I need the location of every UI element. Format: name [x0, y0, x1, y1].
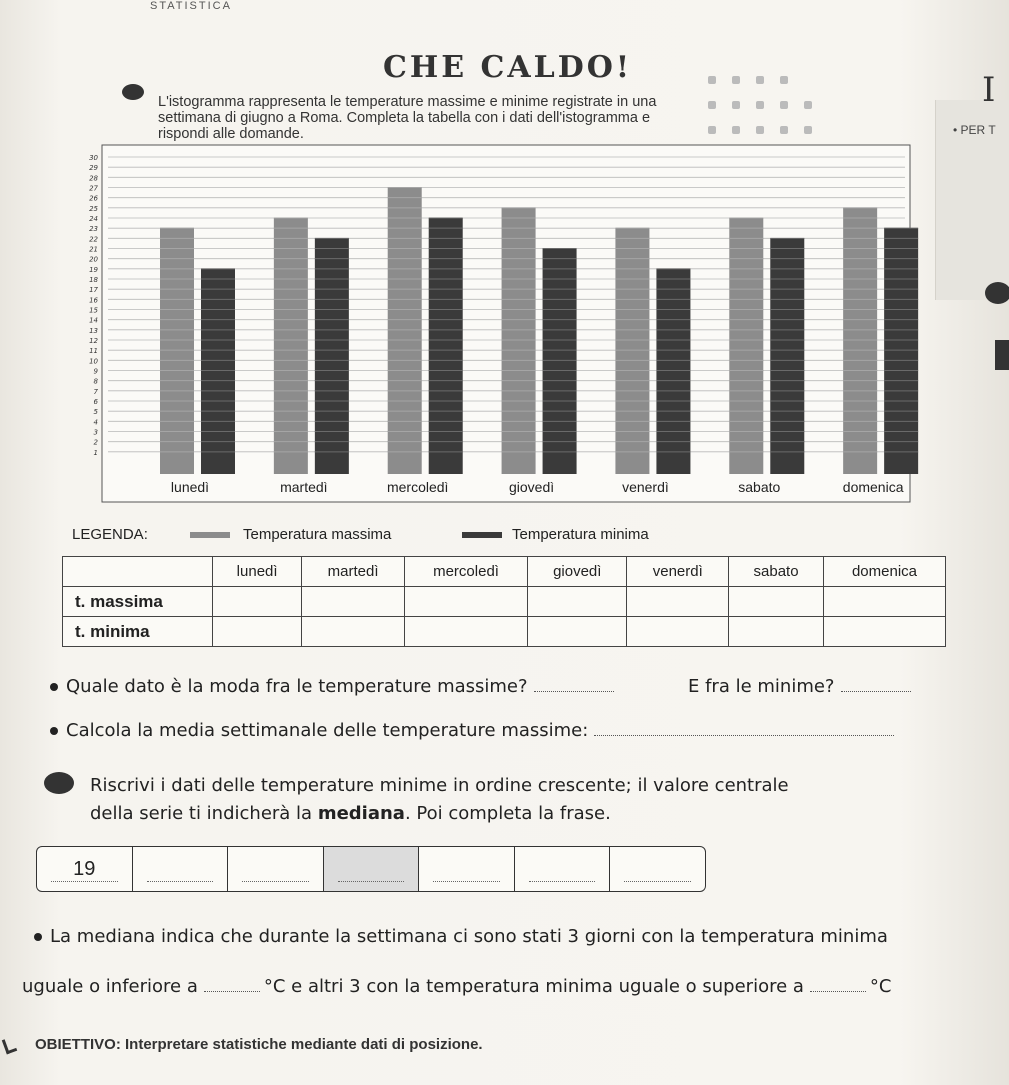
sentence-line2: uguale o inferiore a °C e altri 3 con la temperatura minima uguale o superiore a °C	[22, 976, 892, 997]
question-moda-minime: E fra le minime?	[688, 676, 911, 697]
y-tick-label: 18	[89, 276, 98, 284]
x-category-label: giovedì	[508, 479, 555, 495]
bar-max	[160, 228, 194, 474]
side-note: • PER T	[953, 123, 996, 137]
y-tick-label: 29	[89, 164, 98, 173]
bullet-dot-icon	[50, 683, 58, 691]
bar-max	[502, 208, 536, 474]
y-tick-label: 16	[89, 296, 98, 305]
y-tick-label: 19	[89, 265, 98, 274]
bar-min	[315, 238, 349, 474]
table-cell-input[interactable]	[528, 587, 627, 617]
sequence-cell[interactable]	[419, 847, 515, 891]
y-tick-label: 1	[93, 448, 98, 457]
histogram-chart	[0, 140, 940, 510]
y-tick-label: 24	[89, 215, 98, 223]
y-tick-label: 4	[93, 418, 98, 427]
legend-swatch-max	[190, 532, 230, 538]
bar-min	[884, 228, 918, 474]
y-tick-label: 17	[89, 286, 98, 295]
table-header: lunedì	[213, 557, 302, 587]
sequence-cell[interactable]: 19	[37, 847, 133, 891]
table-cell-input[interactable]	[823, 587, 945, 617]
y-tick-label: 11	[89, 347, 98, 356]
legend-label-max: Temperatura massima	[243, 526, 392, 543]
bullet-dot-icon	[34, 933, 42, 941]
table-cell-input[interactable]	[729, 587, 824, 617]
y-tick-label: 22	[89, 235, 98, 244]
answer-blank[interactable]	[204, 991, 260, 992]
bullet-dot-icon	[50, 727, 58, 735]
bar-max	[843, 208, 877, 474]
table-header: venerdì	[627, 557, 729, 587]
table-row	[63, 587, 946, 617]
table-cell-input[interactable]	[627, 587, 729, 617]
table-cell-input[interactable]	[302, 587, 405, 617]
y-tick-label: 25	[89, 204, 98, 213]
x-category-label: venerdì	[622, 479, 669, 495]
table-corner	[63, 557, 213, 587]
y-axis-ticks	[89, 154, 98, 457]
bullet-icon	[122, 84, 144, 100]
y-tick-label: 9	[93, 367, 98, 376]
ordered-sequence	[36, 846, 706, 892]
bar-max	[729, 218, 763, 474]
y-tick-label: 3	[93, 428, 98, 437]
y-tick-label: 26	[89, 194, 98, 203]
y-tick-label: 21	[89, 245, 98, 254]
answer-blank[interactable]	[594, 735, 894, 736]
legend-swatch-min	[462, 532, 502, 538]
y-tick-label: 6	[93, 398, 98, 406]
y-tick-label: 2	[93, 438, 98, 447]
question-media: Calcola la media settimanale delle temperature massime:	[50, 720, 894, 741]
y-tick-label: 14	[89, 316, 98, 325]
table-header: giovedì	[528, 557, 627, 587]
bar-min	[543, 249, 577, 475]
temperature-table	[62, 556, 946, 647]
y-tick-label: 27	[89, 184, 98, 193]
y-tick-label: 5	[93, 408, 98, 417]
x-category-label: mercoledì	[386, 479, 449, 495]
table-cell-input[interactable]	[213, 587, 302, 617]
table-cell-input[interactable]	[302, 617, 405, 647]
bar-max	[615, 228, 649, 474]
table-cell-input[interactable]	[627, 617, 729, 647]
row-label-min: t. minima	[63, 617, 213, 647]
y-tick-label: 30	[89, 154, 98, 162]
sequence-cell[interactable]	[515, 847, 611, 891]
side-bullet-icon	[985, 282, 1009, 304]
page-title: CHE CALDO!	[383, 50, 633, 85]
legend-label-min: Temperatura minima	[512, 526, 649, 543]
x-category-label: domenica	[842, 479, 904, 495]
table-cell-input[interactable]	[404, 617, 527, 647]
sequence-cell-median[interactable]	[324, 847, 420, 891]
calendar-illustration-icon	[700, 70, 850, 140]
y-tick-label: 8	[93, 377, 98, 386]
y-tick-label: 15	[89, 306, 98, 315]
x-category-label: martedì	[280, 479, 328, 495]
table-header: domenica	[823, 557, 945, 587]
section-header: STATISTICA	[150, 0, 232, 12]
table-cell-input[interactable]	[213, 617, 302, 647]
table-row	[63, 617, 946, 647]
side-letter: I	[982, 70, 996, 110]
sequence-cell[interactable]	[228, 847, 324, 891]
y-tick-label: 12	[89, 337, 98, 345]
answer-blank[interactable]	[841, 691, 911, 692]
side-mark-icon	[995, 340, 1009, 370]
x-category-label: lunedì	[170, 479, 210, 495]
row-label-max: t. massima	[63, 587, 213, 617]
answer-blank[interactable]	[810, 991, 866, 992]
bar-min	[770, 238, 804, 474]
table-cell-input[interactable]	[823, 617, 945, 647]
bullet-icon	[44, 772, 74, 794]
y-tick-label: 7	[93, 387, 98, 396]
table-header: martedì	[302, 557, 405, 587]
table-cell-input[interactable]	[729, 617, 824, 647]
question-mediana: Riscrivi i dati delle temperature minime in ordine crescente; il valore centrale della serie ti indicherà la mediana. Poi completa la frase.	[90, 775, 789, 824]
y-tick-label: 23	[89, 225, 98, 234]
answer-blank[interactable]	[534, 691, 614, 692]
question-moda: Quale dato è la moda fra le temperature massime?	[50, 676, 614, 697]
legend-title: LEGENDA:	[72, 526, 148, 543]
sequence-cell[interactable]	[133, 847, 229, 891]
table-header: sabato	[729, 557, 824, 587]
y-tick-label: 10	[89, 357, 98, 366]
sentence-line1: La mediana indica che durante la settimana ci sono stati 3 giorni con la temperatura minima	[34, 926, 888, 947]
y-tick-label: 13	[89, 326, 98, 335]
table-cell-input[interactable]	[404, 587, 527, 617]
table-header: mercoledì	[404, 557, 527, 587]
y-tick-label: 28	[89, 174, 98, 183]
intro-text: L'istogramma rappresenta le temperature massime e minime registrate in una settimana di giugno a Roma. Completa la tabella con i dati dell'istogramma e rispondi alle domande.	[158, 94, 657, 142]
table-cell-input[interactable]	[528, 617, 627, 647]
x-category-label: sabato	[738, 479, 781, 495]
objective-text: OBIETTIVO: Interpretare statistiche mediante dati di posizione.	[35, 1036, 483, 1053]
bar-max	[274, 218, 308, 474]
sequence-cell[interactable]	[610, 847, 705, 891]
y-tick-label: 20	[89, 255, 98, 264]
bar-min	[429, 218, 463, 474]
